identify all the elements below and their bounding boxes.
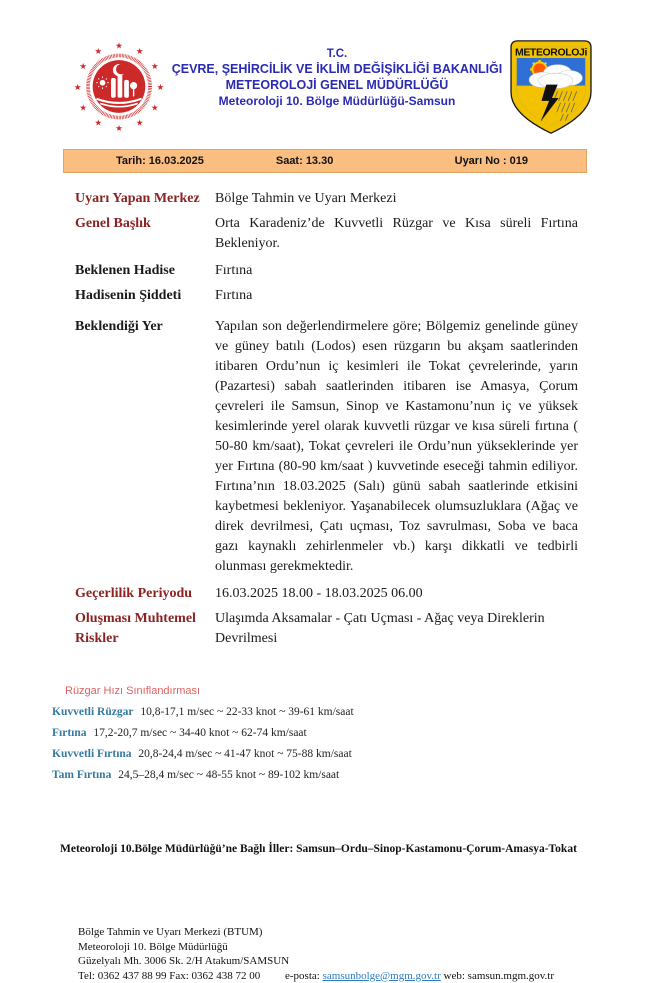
field-label: Oluşması Muhtemel Riskler: [75, 609, 215, 649]
footer-eposta-label: e-posta:: [285, 970, 320, 982]
wind-classification-heading: Rüzgar Hızı Sınıflandırması: [65, 685, 650, 697]
wind-class-range: 10,8-17,1 m/sec ~ 22-33 knot ~ 39-61 km/saat: [140, 706, 353, 718]
shield-logo-text: METEOROLOJi: [515, 48, 587, 59]
field-label: Beklenen Hadise: [75, 261, 215, 281]
info-bar: [63, 149, 587, 173]
svg-text:★: ★: [136, 118, 144, 128]
wind-class-strong-gale: [52, 748, 650, 760]
footer-contact-line: [78, 969, 650, 983]
svg-text:★: ★: [115, 123, 123, 133]
info-bar-warning-no: Uyarı No : 019: [455, 155, 528, 167]
svg-text:★: ★: [136, 46, 144, 56]
warning-fields: [75, 189, 578, 649]
wind-classification-list: [52, 706, 650, 781]
header-general-directorate: METEOROLOJİ GENEL MÜDÜRLÜĞÜ: [166, 78, 508, 92]
svg-text:★: ★: [157, 82, 165, 92]
svg-text:★: ★: [115, 40, 123, 50]
svg-text:★: ★: [79, 61, 87, 71]
footer-tel-fax: Tel: 0362 437 88 99 Fax: 0362 438 72 00: [78, 970, 260, 982]
wind-class-range: 17,2-20,7 m/sec ~ 34-40 knot ~ 62-74 km/saat: [93, 727, 306, 739]
field-row-validity-period: [75, 584, 578, 604]
svg-text:★: ★: [95, 118, 103, 128]
svg-text:★: ★: [151, 61, 159, 71]
field-row-general-title: [75, 214, 578, 254]
field-value: Orta Karadeniz’de Kuvvetli Rüzgar ve Kısa süreli Fırtına Bekleniyor.: [215, 214, 578, 254]
footer-email-link[interactable]: samsunbolge@mgm.gov.tr: [323, 970, 441, 982]
footer-directorate: Meteoroloji 10. Bölge Müdürlüğü: [78, 940, 650, 955]
info-bar-date: Tarih: 16.03.2025: [116, 155, 204, 167]
header-title-block: [166, 38, 508, 108]
field-row-issuing-center: [75, 189, 578, 209]
footer-address: Güzelyalı Mh. 3006 Sk. 2/H Atakum/SAMSUN: [78, 954, 650, 969]
field-row-expected-event: [75, 261, 578, 281]
header-ministry: ÇEVRE, ŞEHİRCİLİK VE İKLİM DEĞİŞİKLİĞİ BAKANLIĞI: [166, 62, 508, 76]
field-value: Fırtına: [215, 261, 578, 281]
meteorology-shield-icon: [508, 38, 594, 137]
header-regional-directorate: Meteoroloji 10. Bölge Müdürlüğü-Samsun: [166, 94, 508, 108]
wind-class-name: Fırtına: [52, 727, 87, 739]
header-tc: T.C.: [166, 48, 508, 60]
wind-class-strong-wind: [52, 706, 650, 718]
affiliated-provinces-line: Meteoroloji 10.Bölge Müdürlüğü’ne Bağlı İller: Samsun–Ordu–Sinop-Kastamonu-Çorum-Amasya-Tokat: [60, 843, 650, 855]
svg-text:★: ★: [74, 82, 82, 92]
ministry-emblem-icon: [72, 38, 166, 135]
wind-class-full-storm: [52, 769, 650, 781]
field-value: Bölge Tahmin ve Uyarı Merkezi: [215, 189, 578, 209]
field-value: Yapılan son değerlendirmelere göre; Bölgemiz genelinde güney ve güney batılı (Lodos) esen rüzgarın bu akşam saatlerinden itibaren Ordu’nun iç kesimleri ile Tokat çevrelerinde, yarın (Pazartesi) sabah saatlerinden itibaren ise Amasya, Çorum çevreleri ile Samsun, Sinop ve Kastamonu’nun iç ve yüksek kesimlerinde yerel olarak kuvvetli rüzgar ve kısa süreli fırtına ( 50-80 km/saat), Tokat çevreleri ile Ordu’nun yükseklerinde yer yer Fırtına (80-90 km/saat ) kuvvetinde eseceği tahmin ediliyor. Fırtına’nın 18.03.2025 (Salı) günü sabah saatlerinde etkisini kaybetmesi bekleniyor. Yaşanabilecek olumsuzluklara (Ağaç ve direk devrilmesi, Çatı uçması, Toz savrulması, Soba ve baca gazı kaynaklı zehirlenmeler vb.) karşı dikkatli ve tedbirli olunması gerekmektedir.: [215, 317, 578, 577]
wind-class-gale: [52, 727, 650, 739]
document-footer: [78, 925, 650, 983]
svg-text:★: ★: [95, 46, 103, 56]
svg-text:★: ★: [151, 102, 159, 112]
field-label: Geçerlilik Periyodu: [75, 584, 215, 604]
field-value: Fırtına: [215, 286, 578, 306]
footer-center-name: Bölge Tahmin ve Uyarı Merkezi (BTUM): [78, 925, 650, 940]
field-row-expected-location: [75, 317, 578, 577]
field-label: Hadisenin Şiddeti: [75, 286, 215, 306]
field-value: Ulaşımda Aksamalar - Çatı Uçması - Ağaç veya Direklerin Devrilmesi: [215, 609, 578, 649]
field-row-possible-risks: [75, 609, 578, 649]
wind-class-name: Kuvvetli Fırtına: [52, 748, 132, 760]
footer-web: web: samsun.mgm.gov.tr: [444, 970, 555, 982]
field-label: Uyarı Yapan Merkez: [75, 189, 215, 209]
wind-class-range: 24,5–28,4 m/sec ~ 48-55 knot ~ 89-102 km/saat: [118, 769, 339, 781]
field-label: Beklendiği Yer: [75, 317, 215, 337]
document-header: [0, 0, 650, 137]
field-row-event-severity: [75, 286, 578, 306]
svg-text:★: ★: [79, 102, 87, 112]
wind-class-name: Tam Fırtına: [52, 769, 111, 781]
field-label: Genel Başlık: [75, 214, 215, 234]
field-value: 16.03.2025 18.00 - 18.03.2025 06.00: [215, 584, 578, 604]
wind-class-name: Kuvvetli Rüzgar: [52, 706, 133, 718]
info-bar-time: Saat: 13.30: [276, 155, 333, 167]
wind-class-range: 20,8-24,4 m/sec ~ 41-47 knot ~ 75-88 km/saat: [138, 748, 351, 760]
